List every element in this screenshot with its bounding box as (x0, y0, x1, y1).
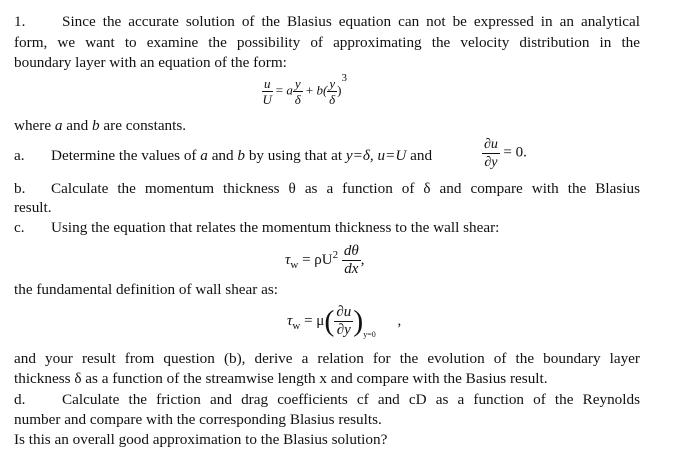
intro-line-1: Since the accurate solution of the Blasius equation can not be expressed in an analytical (62, 13, 640, 30)
eq3-close-paren: ) (353, 304, 364, 338)
eq1-frac-num: y (294, 76, 301, 91)
eq1-lhs-num: u (264, 76, 271, 91)
eq2-tau: τ (285, 251, 291, 268)
part-d-line-2: number and compare with the corresponding Blasius results. (14, 411, 382, 428)
eq1-frac-den: δ (294, 92, 301, 107)
eq3-den: ∂y (336, 322, 351, 338)
eq2-den: dx (344, 261, 359, 277)
eq1-close: ) (337, 82, 342, 98)
eq1-frac2-den: δ (329, 92, 336, 107)
wall-shear-definition (287, 304, 401, 339)
eq3-w: w (292, 319, 301, 332)
eq3-comma: , (397, 312, 402, 329)
part-a-label: a. (14, 147, 25, 164)
part-c-line-1: Using the equation that relates the momentum thickness to the wall shear: (51, 219, 500, 236)
eq1-b: b( (316, 82, 328, 98)
part-a-text: Determine the values of a and b by using that at y=δ, u=U and (51, 147, 433, 164)
part-d-label: d. (14, 391, 26, 408)
eq3-tau: τ (287, 312, 293, 329)
eq2-rhs: = ρU (302, 251, 333, 268)
intro-line-2: form, we want to examine the possibility of approximating the velocity distribution in the (14, 34, 640, 51)
part-b-line-1: Calculate the momentum thickness θ as a function of δ and compare with the Blasius (51, 180, 640, 197)
eq3-open-paren: ( (324, 304, 335, 338)
part-c-line-4: thickness δ as a function of the streamwise length x and compare with the Basius result. (14, 370, 548, 387)
part-d-line-3: Is this an overall good approximation to the Blasius solution? (14, 431, 388, 448)
wall-shear-momentum-equation (285, 243, 364, 278)
part-a-frac-num: ∂u (484, 137, 498, 152)
eq1-plus: + (305, 82, 314, 98)
part-c-line-2: the fundamental definition of wall shear as: (14, 281, 279, 298)
eq2-sq: 2 (332, 248, 339, 261)
part-d-line-1: Calculate the friction and drag coefficients cf and cD as a function of the Reynolds (62, 391, 640, 408)
eq3-rhs: = μ (304, 312, 325, 329)
part-a-derivative (482, 136, 527, 171)
eq1-equals: = (275, 82, 284, 98)
eq2-w: w (290, 258, 299, 271)
eq3-sub: y=0 (363, 329, 376, 339)
eq2-num: dθ (343, 243, 359, 259)
intro-line-3: boundary layer with an equation of the form: (14, 54, 287, 71)
eq1-lhs-den: U (262, 92, 272, 107)
eq1-a: a (286, 82, 293, 98)
part-c-label: c. (14, 219, 25, 236)
eq1-cube: 3 (341, 72, 347, 85)
part-c-line-3: and your result from question (b), derive a relation for the evolution of the boundary layer (14, 350, 640, 367)
part-b-label: b. (14, 180, 26, 197)
part-a-frac-den: ∂y (484, 155, 498, 170)
velocity-profile-equation (262, 72, 347, 107)
constants-note: where a and b are constants. (14, 117, 187, 134)
part-b-line-2: result. (14, 199, 52, 216)
problem-number: 1. (14, 13, 26, 30)
eq1-frac2-num: y (329, 76, 336, 91)
eq3-num: ∂u (336, 304, 352, 320)
part-a-eq-zero: = 0. (503, 144, 527, 161)
eq2-comma: , (360, 251, 365, 268)
